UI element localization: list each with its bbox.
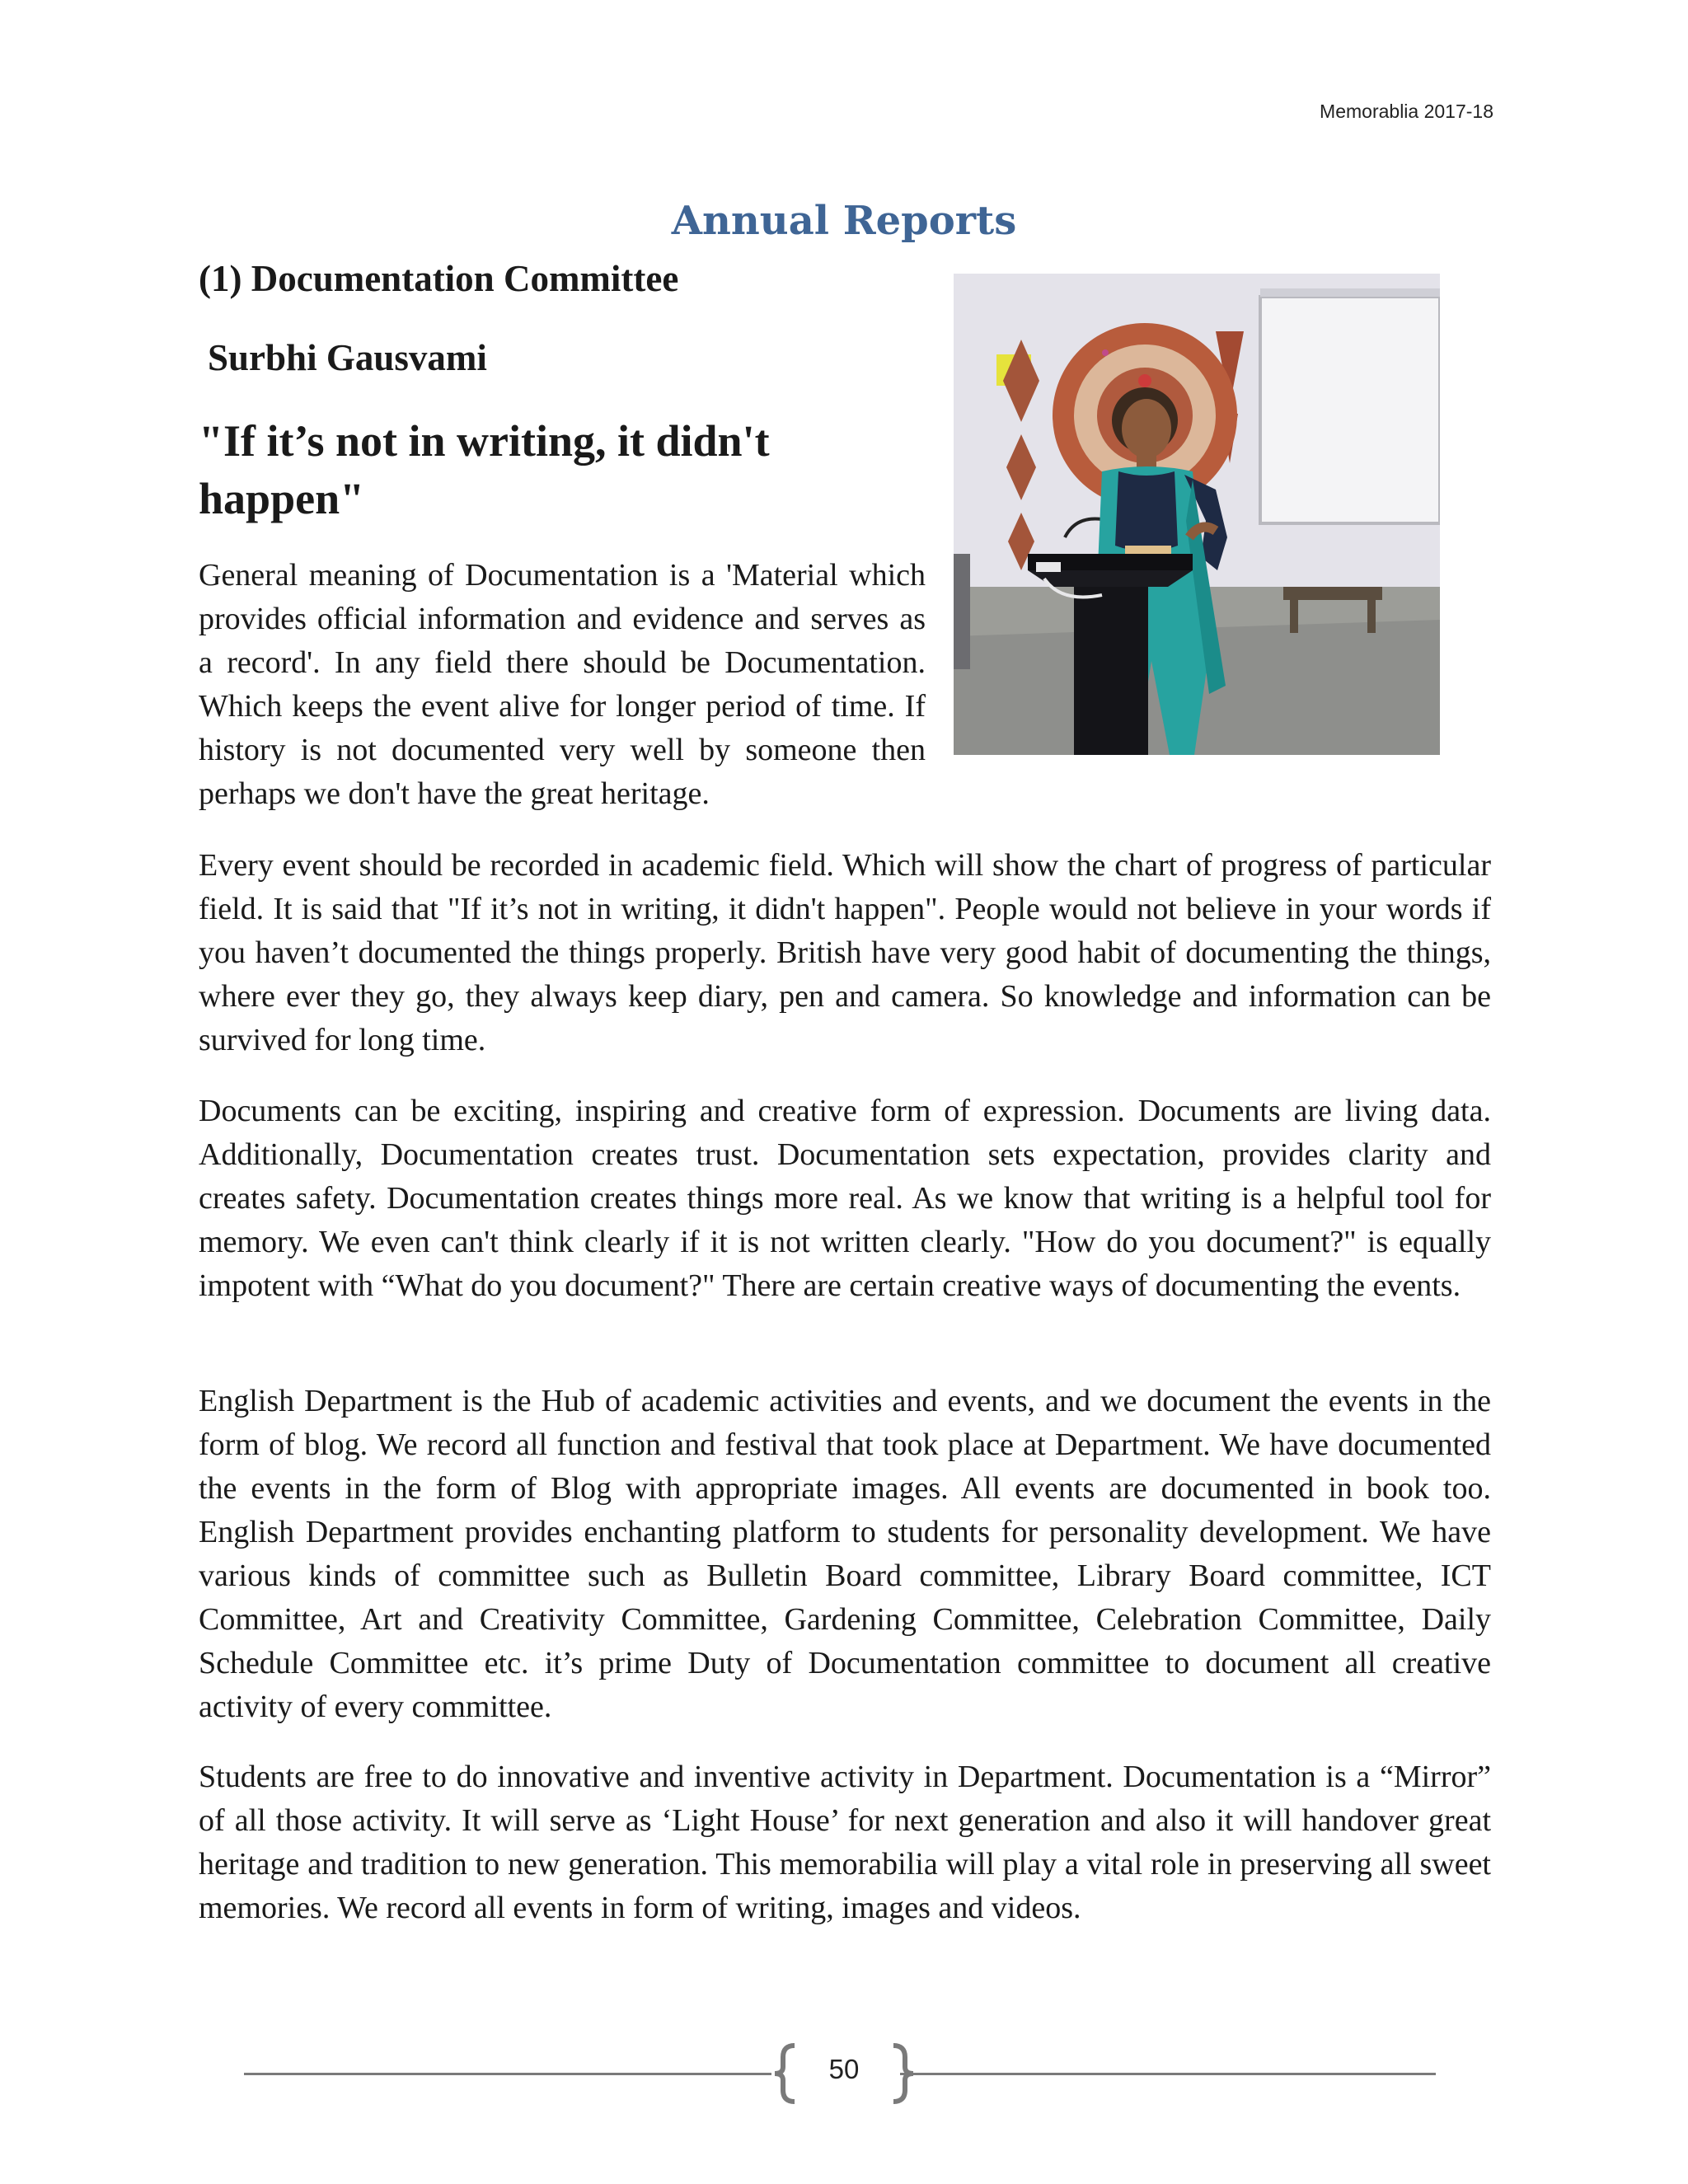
paragraph-recording: Every event should be recorded in academic field. Which will show the chart of progress of particular field. It is said that "If it’s not in writing, it didn't happen". People would not believe in your words if you haven’t documented the things properly. British have very good habit of documenting the things, where ever they go, they always keep diary, pen and camera. So knowledge and information can be survived for long time. [199, 848, 1491, 1057]
paragraph-department: English Department is the Hub of academic activities and events, and we document the events in the form of blog. We record all function and festival that took place at Department. We have documented the events in the form of Blog with appropriate images. All events are documented in book too. English Department provides enchanting platform to students for personality development. We have various kinds of committee such as Bulletin Board committee, Library Board committee, ICT Committee, Art and Creativity Committee, Gardening Committee, Celebration Committee, Daily Schedule Committee etc. it’s prime Duty of Documentation committee to document all creative activity of every committee. [199, 1384, 1491, 1724]
footer-rule-right [900, 2073, 1436, 2075]
intro-paragraph-wrap [199, 554, 1491, 816]
paragraph-documents: Documents can be exciting, inspiring and creative form of expression. Documents are living data. Additionally, Documentation creates trust. Documentation sets expectation, provides clarity and creates safety. Documentation creates things more real. As we know that writing is a helpful tool for memory. We even can't think clearly if it is not written clearly. "How do you document?" is equally impotent with “What do you document?" There are certain creative ways of documenting the events. [199, 1094, 1491, 1303]
paragraph-block [199, 1755, 1491, 1930]
page-footer [0, 2041, 1688, 2107]
pull-quote: "If it’s not in writing, it didn't happen" [199, 416, 770, 523]
author-name: Surbhi Gausvami [208, 337, 487, 378]
page-title: Annual Reports [671, 198, 1017, 244]
section-heading: (1) Documentation Committee [199, 258, 679, 299]
paragraph-intro: General meaning of Documentation is a 'Material which provides official information and evidence and serves as a record'. In any field there should be Documentation. Which keeps the event alive for longer period of time. If history is not documented very well by someone then perhaps we don't have the great heritage. [199, 558, 926, 811]
photo-float-spacer [926, 554, 1491, 745]
paragraph-block [199, 1380, 1491, 1729]
paragraph-students: Students are free to do innovative and inventive activity in Department. Documentation is a “Mirror” of all those activity. It will serve as ‘Light House’ for next generation and also it will handover great heritage and tradition to new generation. This memorabilia will play a vital role in preserving all sweet memories. We record all events in form of writing, images and videos. [199, 1760, 1491, 1925]
paragraph-block [199, 844, 1491, 1062]
footer-rule-left [244, 2073, 771, 2075]
running-header: Memorablia 2017-18 [1320, 101, 1493, 122]
paragraph-block [199, 1090, 1491, 1308]
page-number: 50 [828, 2054, 860, 2084]
